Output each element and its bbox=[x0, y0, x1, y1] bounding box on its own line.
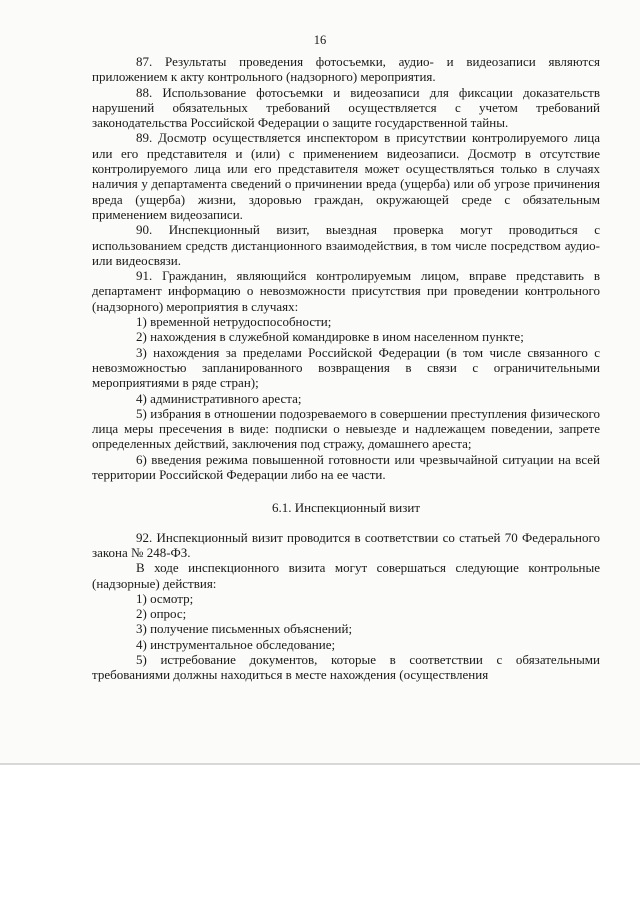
paragraph-87: 87. Результаты проведения фотосъемки, аудио- и видеозаписи являются приложением к акту контрольного (надзорного) мероприятия. bbox=[92, 54, 600, 85]
section-heading: 6.1. Инспекционный визит bbox=[271, 500, 421, 516]
page-number: 16 bbox=[313, 33, 327, 47]
paragraph-92: 92. Инспекционный визит проводится в соответствии со статьей 70 Федерального закона № 248-ФЗ. bbox=[92, 529, 600, 560]
paragraph-88: 88. Использование фотосъемки и видеозаписи для фиксации доказательств нарушений обязательных требований осуществляется с учетом требований законодательства Российской Федерации о защите государственной тайны. bbox=[92, 84, 600, 131]
list-item-3: 3) нахождения за пределами Российской Федерации (в том числе связанного с невозможностью запланированного возвращения в связи с ограничительными мероприятиями в ряде стран); bbox=[92, 344, 600, 391]
list-item-4: 4) административного ареста; bbox=[136, 390, 302, 406]
paragraph-90: 90. Инспекционный визит, выездная проверка могут проводиться с использованием средств дистанционного взаимодействия, в том числе посредством аудио- или видеосвязи. bbox=[92, 222, 600, 268]
list-item-1: 1) временной нетрудоспособности; bbox=[136, 314, 332, 330]
action-item-3: 3) получение письменных объяснений; bbox=[136, 621, 353, 637]
action-item-4: 4) инструментальное обследование; bbox=[136, 636, 336, 652]
paragraph-91: 91. Гражданин, являющийся контролируемым лицом, вправе представить в департамент информацию о невозможности присутствия при проведении контрольного (надзорного) мероприятия в случаях: bbox=[92, 268, 600, 314]
paragraph-actions-intro: В ходе инспекционного визита могут совершаться следующие контрольные (надзорные) действия: bbox=[92, 560, 600, 591]
list-item-5: 5) избрания в отношении подозреваемого в совершении преступления физического лица меры пресечения в виде: подписки о невыезде и надлежащем поведении, запрете определенных действий, заключения под стражу, домашнего ареста; bbox=[92, 405, 600, 452]
action-item-5: 5) истребование документов, которые в соответствии с обязательными требованиями должны находиться в месте нахождения (осуществления bbox=[92, 651, 600, 683]
list-item-6: 6) введения режима повышенной готовности или чрезвычайной ситуации на всей территории Российской Федерации либо на ее части. bbox=[92, 451, 600, 483]
paragraph-89: 89. Досмотр осуществляется инспектором в присутствии контролируемого лица или его представителя и (или) с применением видеозаписи. Досмотр в отсутствие контролируемого лица или его представителя может осуществляться только в случаях наличия у департамента сведений о причинении вреда (ущерба) или об угрозе причинения вреда (ущерба) жизни, здоровью граждан, окружающей среде с обязательным применением видеозаписи. bbox=[92, 130, 600, 222]
page-body bbox=[92, 54, 600, 683]
action-item-2: 2) опрос; bbox=[136, 606, 187, 622]
list-item-2: 2) нахождения в служебной командировке в ином населенном пункте; bbox=[136, 329, 524, 345]
action-item-1: 1) осмотр; bbox=[136, 590, 194, 606]
